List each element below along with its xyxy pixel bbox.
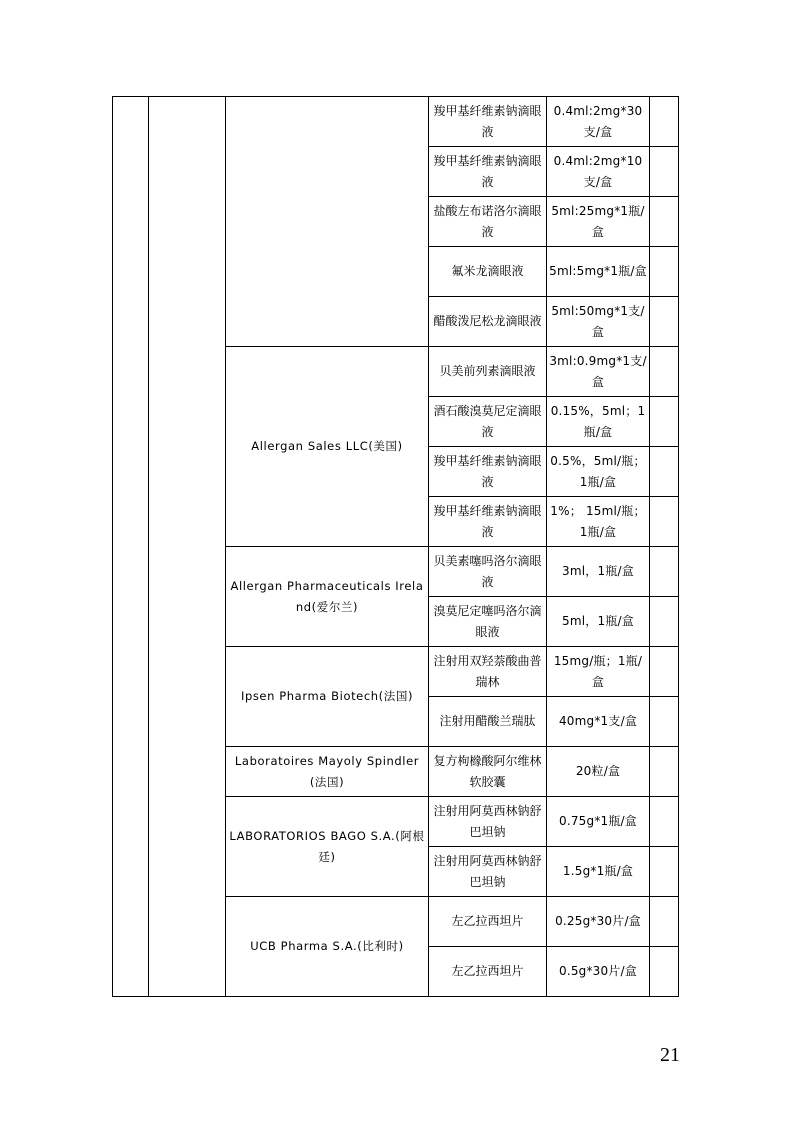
spec-cell: 40mg*1支/盒 xyxy=(547,697,650,747)
drug-name-cell: 溴莫尼定噻吗洛尔滴眼液 xyxy=(429,597,547,647)
drug-name-cell: 氟米龙滴眼液 xyxy=(429,247,547,297)
spec-cell: 3ml:0.9mg*1支/盒 xyxy=(547,347,650,397)
spec-cell: 1%； 15ml/瓶； 1瓶/盒 xyxy=(547,497,650,547)
note-cell xyxy=(650,797,679,847)
manufacturer-cell: Allergan Pharmaceuticals Ireland(爱尔兰) xyxy=(226,547,429,647)
spec-cell: 0.5g*30片/盒 xyxy=(547,947,650,997)
drug-name-cell: 复方枸橼酸阿尔维林软胶囊 xyxy=(429,747,547,797)
manufacturer-cell: Ipsen Pharma Biotech(法国) xyxy=(226,647,429,747)
manufacturer-cell xyxy=(226,97,429,347)
table-row xyxy=(113,97,679,147)
note-cell xyxy=(650,697,679,747)
drug-table xyxy=(112,96,679,997)
spec-cell: 0.4ml:2mg*10支/盒 xyxy=(547,147,650,197)
page-number: 21 xyxy=(660,1044,680,1066)
manufacturer-cell: LABORATORIOS BAGO S.A.(阿根廷) xyxy=(226,797,429,897)
spec-cell: 15mg/瓶；1瓶/盒 xyxy=(547,647,650,697)
spec-cell: 3ml，1瓶/盒 xyxy=(547,547,650,597)
spec-cell: 0.25g*30片/盒 xyxy=(547,897,650,947)
manufacturer-cell: Laboratoires Mayoly Spindler(法国) xyxy=(226,747,429,797)
drug-name-cell: 注射用双羟萘酸曲普瑞林 xyxy=(429,647,547,697)
note-cell xyxy=(650,447,679,497)
spec-cell: 20粒/盒 xyxy=(547,747,650,797)
drug-name-cell: 羧甲基纤维素钠滴眼液 xyxy=(429,447,547,497)
spec-cell: 1.5g*1瓶/盒 xyxy=(547,847,650,897)
note-cell xyxy=(650,497,679,547)
note-cell xyxy=(650,547,679,597)
spec-cell: 5ml:25mg*1瓶/盒 xyxy=(547,197,650,247)
note-cell xyxy=(650,597,679,647)
drug-name-cell: 醋酸泼尼松龙滴眼液 xyxy=(429,297,547,347)
note-cell xyxy=(650,97,679,147)
note-cell xyxy=(650,247,679,297)
drug-name-cell: 盐酸左布诺洛尔滴眼液 xyxy=(429,197,547,247)
note-cell xyxy=(650,197,679,247)
note-cell xyxy=(650,647,679,697)
note-cell xyxy=(650,747,679,797)
drug-name-cell: 左乙拉西坦片 xyxy=(429,897,547,947)
drug-name-cell: 注射用阿莫西林钠舒巴坦钠 xyxy=(429,847,547,897)
spec-cell: 5ml:50mg*1支/盒 xyxy=(547,297,650,347)
drug-name-cell: 注射用醋酸兰瑞肽 xyxy=(429,697,547,747)
drug-name-cell: 贝美前列素滴眼液 xyxy=(429,347,547,397)
note-cell xyxy=(650,147,679,197)
spec-cell: 0.15%，5ml；1瓶/盒 xyxy=(547,397,650,447)
drug-name-cell: 羧甲基纤维素钠滴眼液 xyxy=(429,147,547,197)
spec-cell: 0.4ml:2mg*30支/盒 xyxy=(547,97,650,147)
note-cell xyxy=(650,347,679,397)
index-cell xyxy=(113,97,149,997)
note-cell xyxy=(650,397,679,447)
note-cell xyxy=(650,847,679,897)
note-cell xyxy=(650,297,679,347)
category-cell xyxy=(149,97,226,997)
note-cell xyxy=(650,897,679,947)
manufacturer-cell: UCB Pharma S.A.(比利时) xyxy=(226,897,429,997)
drug-name-cell: 左乙拉西坦片 xyxy=(429,947,547,997)
manufacturer-cell: Allergan Sales LLC(美国) xyxy=(226,347,429,547)
drug-name-cell: 羧甲基纤维素钠滴眼液 xyxy=(429,97,547,147)
spec-cell: 5ml，1瓶/盒 xyxy=(547,597,650,647)
drug-name-cell: 羧甲基纤维素钠滴眼液 xyxy=(429,497,547,547)
spec-cell: 5ml:5mg*1瓶/盒 xyxy=(547,247,650,297)
spec-cell: 0.75g*1瓶/盒 xyxy=(547,797,650,847)
spec-cell: 0.5%，5ml/瓶；1瓶/盒 xyxy=(547,447,650,497)
drug-name-cell: 贝美素噻吗洛尔滴眼液 xyxy=(429,547,547,597)
drug-name-cell: 注射用阿莫西林钠舒巴坦钠 xyxy=(429,797,547,847)
drug-name-cell: 酒石酸溴莫尼定滴眼液 xyxy=(429,397,547,447)
note-cell xyxy=(650,947,679,997)
